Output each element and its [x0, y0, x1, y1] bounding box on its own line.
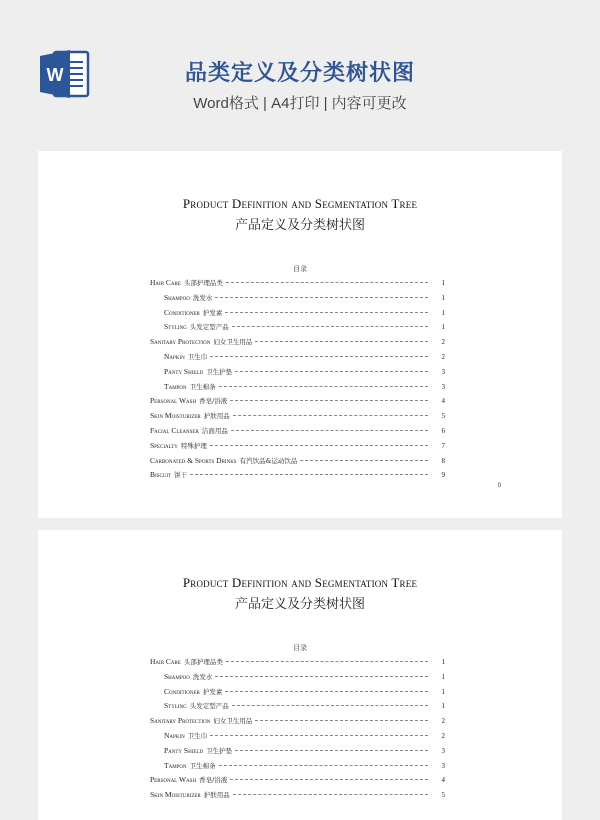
- toc-leader: [232, 326, 428, 327]
- toc-entry[interactable]: [150, 396, 445, 411]
- toc-leader: [235, 750, 428, 751]
- toc-page-number: 9: [441, 471, 445, 480]
- toc-page-number: 3: [441, 746, 445, 755]
- toc-leader: [230, 400, 428, 401]
- toc-entry-zh: 特殊护理: [180, 441, 207, 450]
- toc-page-number: 2: [441, 717, 445, 726]
- toc-entry-en: Napkin: [164, 730, 185, 740]
- toc-entry-zh: 洁面用品: [201, 426, 228, 435]
- toc-entry[interactable]: [150, 441, 445, 456]
- toc-leader: [231, 430, 428, 431]
- toc-entry-zh: 头部护理品类: [183, 279, 223, 287]
- document-title-zh: 产品定义及分类树状图: [234, 218, 365, 233]
- toc-entry-zh: 护肤用品: [203, 791, 230, 800]
- document-page-1: [38, 151, 562, 518]
- toc-page-number: 1: [441, 293, 445, 302]
- toc-leader: [210, 356, 428, 357]
- toc-entry-en: Hair Care: [150, 657, 181, 666]
- word-icon-letter: W: [46, 65, 64, 85]
- toc-page-number: 8: [441, 456, 445, 465]
- toc-entry-zh: 卫生巾: [187, 352, 208, 361]
- toc-page-number: 1: [441, 279, 445, 287]
- toc-leader: [225, 312, 428, 313]
- toc-entry-zh: 卫生棉条: [189, 761, 216, 770]
- toc-entry-en: Conditioner: [164, 686, 200, 696]
- page-footer-number: 0: [497, 483, 501, 489]
- toc-entry[interactable]: [150, 731, 445, 746]
- toc-entry[interactable]: [150, 308, 445, 323]
- toc-entry-zh: 护发素: [202, 687, 223, 696]
- toc-page-number: 1: [441, 308, 445, 317]
- toc-entry-en: Panty Shield: [164, 745, 204, 755]
- toc-page-number: 1: [441, 658, 445, 666]
- toc-entry-en: Biscuit: [150, 470, 172, 480]
- toc-leader: [226, 282, 428, 283]
- toc-entry-en: Styling: [164, 701, 187, 711]
- document-page-2: [38, 530, 562, 820]
- toc-page-number: 1: [441, 702, 445, 711]
- toc-entry-en: Shampoo: [164, 671, 190, 681]
- toc-entry[interactable]: [150, 790, 445, 805]
- toc-heading: 目录: [293, 265, 307, 273]
- toc-leader: [230, 779, 428, 780]
- toc-page-number: 2: [441, 338, 445, 347]
- toc-leader: [210, 735, 428, 736]
- page-title: 品类定义及分类树状图: [184, 60, 415, 85]
- toc-page-number: 2: [441, 352, 445, 361]
- toc-entry-en: Tampon: [164, 381, 187, 391]
- toc-entry[interactable]: [150, 367, 445, 382]
- toc-entry-zh: 护肤用品: [203, 412, 230, 421]
- toc-entry[interactable]: [150, 701, 445, 716]
- toc-entry-zh: 饼干: [174, 471, 188, 480]
- toc-page-number: 6: [441, 426, 445, 435]
- toc-entry-en: Sanitary Protection: [150, 337, 211, 347]
- toc-leader: [219, 765, 428, 766]
- toc-entry[interactable]: [150, 775, 445, 790]
- document-title-en: Product Definition and Segmentation Tree: [182, 575, 418, 590]
- toc-leader: [190, 474, 428, 475]
- toc-entry-zh: 洗发水: [192, 672, 213, 681]
- toc-entry[interactable]: [150, 456, 445, 471]
- toc-page-number: 4: [441, 776, 445, 785]
- toc-entry-en: Skin Moisturizer: [150, 790, 201, 800]
- toc-entry[interactable]: [150, 293, 445, 308]
- toc-entry-en: Skin Moisturizer: [150, 411, 201, 421]
- toc-entry[interactable]: [150, 337, 445, 352]
- toc-entry-zh: 卫生巾: [187, 731, 208, 740]
- toc-leader: [225, 691, 428, 692]
- toc-entry[interactable]: [150, 411, 445, 426]
- table-of-contents: [150, 278, 445, 485]
- toc-entry-en: Personal Wash: [150, 396, 197, 406]
- toc-page-number: 5: [441, 412, 445, 421]
- page-subtitle: Word格式 | A4打印 | 内容可更改: [193, 95, 407, 112]
- toc-entry[interactable]: [150, 657, 445, 672]
- toc-entry-zh: 卫生护垫: [206, 746, 233, 755]
- toc-heading: 目录: [293, 644, 307, 652]
- toc-page-number: 3: [441, 367, 445, 376]
- toc-leader: [215, 676, 428, 677]
- toc-page-number: 3: [441, 382, 445, 391]
- toc-entry-zh: 头发定型产品: [189, 702, 229, 711]
- toc-entry-zh: 卫生棉条: [189, 382, 216, 391]
- toc-entry-en: Panty Shield: [164, 366, 204, 376]
- toc-entry-en: Specialty: [150, 440, 178, 450]
- toc-leader: [232, 705, 428, 706]
- toc-entry-zh: 洗发水: [192, 293, 213, 302]
- toc-page-number: 3: [441, 761, 445, 770]
- toc-entry[interactable]: [150, 746, 445, 761]
- toc-leader: [210, 445, 428, 446]
- toc-leader: [233, 794, 428, 795]
- preview-header: [0, 0, 600, 150]
- toc-entry[interactable]: [150, 382, 445, 397]
- toc-entry-en: Styling: [164, 322, 187, 332]
- toc-page-number: 5: [441, 791, 445, 800]
- toc-leader: [226, 661, 428, 662]
- toc-entry-en: Personal Wash: [150, 775, 197, 785]
- toc-page-number: 4: [441, 397, 445, 406]
- toc-entry[interactable]: [150, 352, 445, 367]
- toc-entry-en: Napkin: [164, 351, 185, 361]
- toc-entry-zh: 头部护理品类: [183, 658, 223, 666]
- toc-entry-zh: 护发素: [202, 308, 223, 317]
- toc-page-number: 1: [441, 323, 445, 332]
- toc-entry-en: Conditioner: [164, 307, 200, 317]
- toc-entry[interactable]: [150, 278, 445, 293]
- toc-leader: [233, 415, 428, 416]
- toc-entry-zh: 香皂/浴液: [199, 397, 228, 406]
- document-title-zh: 产品定义及分类树状图: [234, 597, 365, 612]
- toc-entry-en: Facial Cleanser: [150, 425, 199, 435]
- toc-entry-en: Hair Care: [150, 278, 181, 287]
- toc-entry-zh: 妇女卫生用品: [213, 717, 253, 726]
- toc-entry-en: Carbonated & Sports Drinks: [150, 455, 237, 465]
- toc-entry-en: Sanitary Protection: [150, 716, 211, 726]
- toc-entry-en: Tampon: [164, 760, 187, 770]
- toc-entry[interactable]: [150, 761, 445, 776]
- toc-entry[interactable]: [150, 672, 445, 687]
- toc-entry-zh: 头发定型产品: [189, 323, 229, 332]
- toc-entry-zh: 妇女卫生用品: [213, 338, 253, 347]
- toc-leader: [219, 386, 428, 387]
- toc-entry[interactable]: [150, 716, 445, 731]
- toc-leader: [255, 341, 428, 342]
- toc-entry-en: Shampoo: [164, 292, 190, 302]
- toc-entry-zh: 卫生护垫: [206, 367, 233, 376]
- toc-page-number: 1: [441, 687, 445, 696]
- toc-leader: [235, 371, 428, 372]
- toc-page-number: 7: [441, 441, 445, 450]
- toc-entry-zh: 香皂/浴液: [199, 776, 228, 785]
- toc-entry[interactable]: [150, 322, 445, 337]
- toc-entry[interactable]: [150, 470, 445, 485]
- toc-entry[interactable]: [150, 687, 445, 702]
- document-title-en: Product Definition and Segmentation Tree: [182, 196, 418, 211]
- toc-entry-zh: 有汽饮品&运动饮品: [239, 456, 298, 465]
- toc-entry[interactable]: [150, 426, 445, 441]
- toc-page-number: 1: [441, 672, 445, 681]
- table-of-contents: [150, 657, 445, 805]
- toc-leader: [300, 460, 428, 461]
- toc-leader: [215, 297, 428, 298]
- toc-page-number: 2: [441, 731, 445, 740]
- toc-leader: [255, 720, 428, 721]
